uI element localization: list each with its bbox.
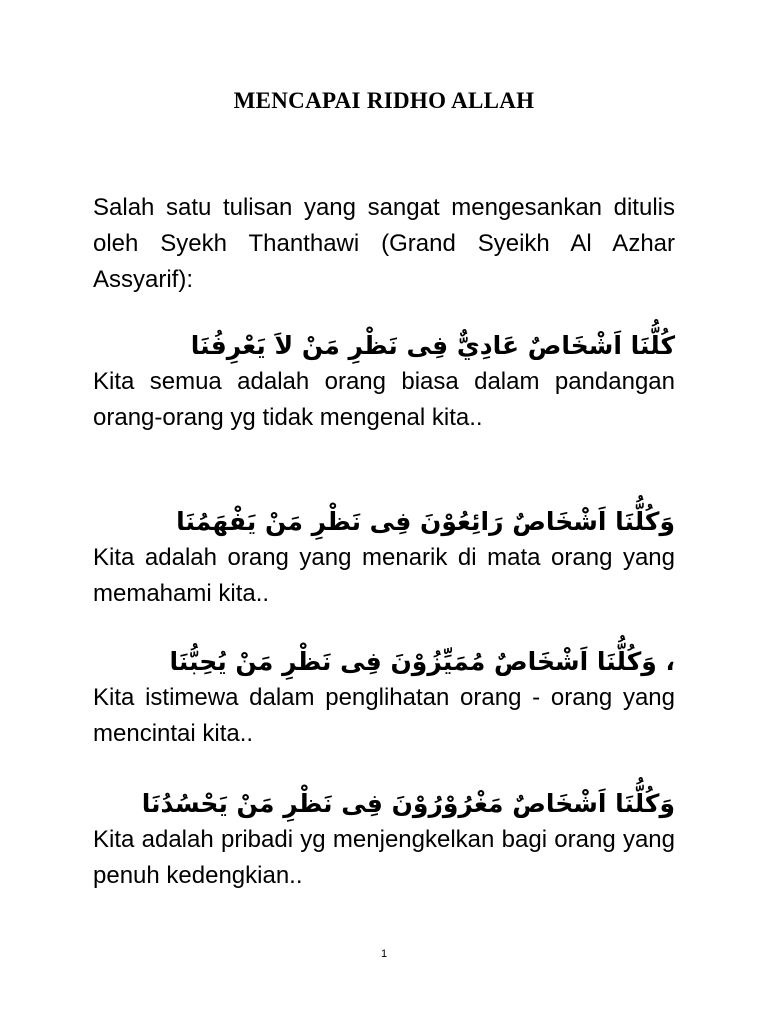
translation-paragraph-2: Kita adalah orang yang menarik di mata orang yang memahami kita.. bbox=[93, 544, 675, 607]
translation-paragraph-3: Kita istimewa dalam penglihatan orang - orang yang mencintai kita.. bbox=[93, 684, 675, 747]
arabic-verse-1: كُلُّنَا اَشْخَاصٌ عَادِيٌّ فِى نَظْرِ مَنْ لاَ يَعْرِفُنَا bbox=[190, 331, 675, 360]
translation-paragraph-4: Kita adalah pribadi yg menjengkelkan bagi orang yang penuh kedengkian.. bbox=[93, 826, 675, 889]
arabic-verse-2: وَكُلُّنَا اَشْخَاصٌ رَائِعُوْنَ فِى نَظْرِ مَنْ يَفْهَمُنَا bbox=[176, 507, 675, 536]
page-title: MENCAPAI RIDHO ALLAH bbox=[233, 88, 535, 113]
page-number: 1 bbox=[380, 948, 388, 960]
arabic-verse-4: وَكُلُّنَا اَشْخَاصٌ مَغْرُوْرُوْنَ فِى نَظْرِ مَنْ يَحْسُدُنَا bbox=[141, 789, 675, 818]
translation-paragraph-1: Kita semua adalah orang biasa dalam pandangan orang-orang yg tidak mengenal kita.. bbox=[93, 368, 675, 431]
arabic-verse-3: ، وَكُلُّنَا اَشْخَاصٌ مُمَيِّزُوْنَ فِى نَظْرِ مَنْ يُحِبُّنَا bbox=[169, 647, 675, 676]
intro-paragraph: Salah satu tulisan yang sangat mengesankan ditulis oleh Syekh Thanthawi (Grand Syeikh Al Azhar Assyarif): bbox=[93, 194, 675, 293]
